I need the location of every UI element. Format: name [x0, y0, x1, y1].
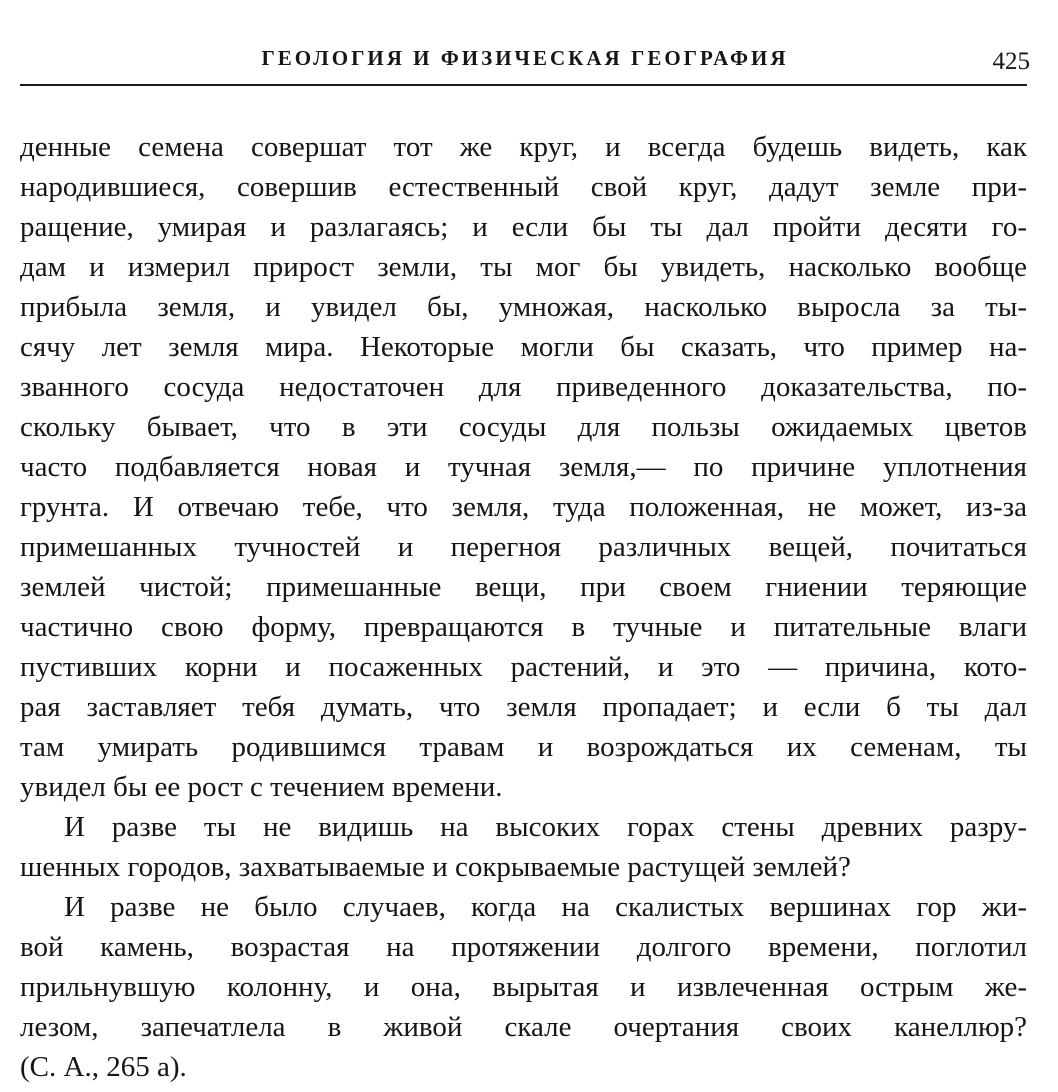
running-head — [20, 42, 1030, 82]
text-line: И разве не было случаев, когда на скалистых вершинах гор жи- — [64, 891, 1027, 923]
text-line: пустивших корни и посаженных растений, и это — причина, кото- — [20, 651, 1027, 683]
text-line: часто подбавляется новая и тучная земля,— по причине уплотнения — [20, 451, 1027, 483]
text-line: там умирать родившимся травам и возрождаться их семенам, ты — [20, 731, 1027, 763]
text-line: дам и измерил прирост земли, ты мог бы увидеть, насколько вообще — [20, 251, 1027, 283]
text-line: грунта. И отвечаю тебе, что земля, туда положенная, не может, из-за — [20, 491, 1027, 523]
text-line: рая заставляет тебя думать, что земля пропадает; и если б ты дал — [20, 691, 1027, 723]
text-line: (С. А., 265 а). — [20, 1051, 187, 1083]
text-line: лезом, запечатлела в живой скале очертания своих канеллюр? — [20, 1011, 1027, 1043]
header-rule — [20, 84, 1027, 86]
running-title: ГЕОЛОГИЯ И ФИЗИЧЕСКАЯ ГЕОГРАФИЯ — [261, 46, 789, 70]
text-line: И разве ты не видишь на высоких горах стены древних разру- — [64, 811, 1027, 843]
text-line: народившиеся, совершив естественный свой круг, дадут земле при- — [20, 171, 1027, 203]
page-number: 425 — [992, 48, 1030, 75]
text-line: землей чистой; примешанные вещи, при своем гниении теряющие — [20, 571, 1027, 603]
text-line: прибыла земля, и увидел бы, умножая, насколько выросла за ты- — [20, 291, 1027, 323]
text-line: примешанных тучностей и перегноя различных вещей, почитаться — [20, 531, 1027, 563]
text-line: званного сосуда недостаточен для приведенного доказательства, по- — [20, 371, 1027, 403]
text-line: увидел бы ее рост с течением времени. — [20, 771, 503, 803]
text-line: сячу лет земля мира. Некоторые могли бы сказать, что пример на- — [20, 331, 1027, 363]
text-line: вой камень, возрастая на протяжении долгого времени, поглотил — [20, 931, 1027, 963]
text-line: ращение, умирая и разлагаясь; и если бы ты дал пройти десяти го- — [20, 211, 1027, 243]
text-line: шенных городов, захватываемые и сокрываемые растущей землей? — [20, 851, 851, 883]
text-line: прильнувшую колонну, и она, вырытая и извлеченная острым же- — [20, 971, 1027, 1003]
text-line: скольку бывает, что в эти сосуды для пользы ожидаемых цветов — [20, 411, 1027, 443]
text-line: частично свою форму, превращаются в тучные и питательные влаги — [20, 611, 1027, 643]
text-line: денные семена совершат тот же круг, и всегда будешь видеть, как — [20, 131, 1027, 163]
body-text — [20, 127, 1027, 1087]
